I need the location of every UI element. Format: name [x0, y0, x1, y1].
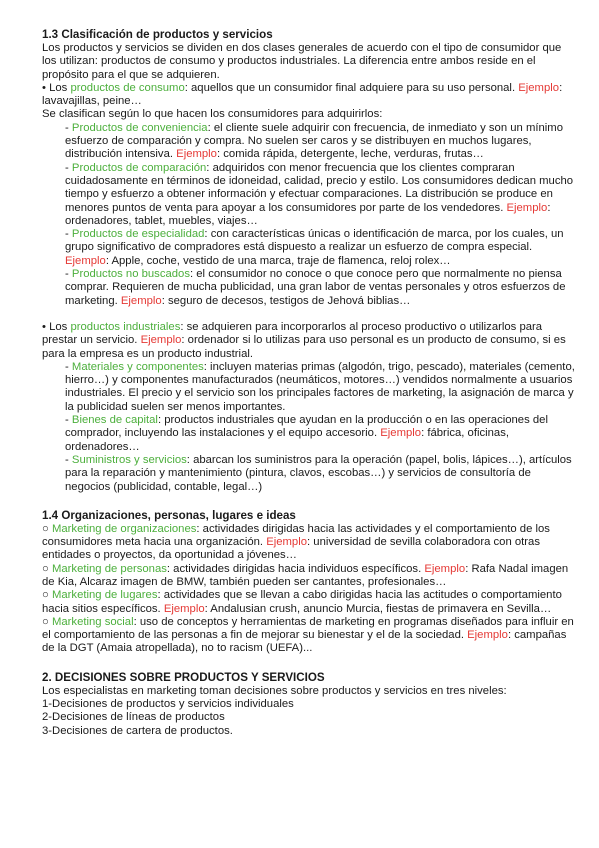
text: : abarcan los suministros para la operación (papel, bolis, lápices…), artículos para la reparación y mantenimiento (pintura, clavos, escobas…) y servicios de consultoría de negocios (publicidad, contable, legal…): [65, 453, 572, 493]
circle-bullet-icon: ○: [42, 562, 52, 575]
example-label: Ejemplo: [120, 294, 162, 307]
example-text: : universidad de sevilla colaboradora con otras entidades o proyectos, da oportunidad a jóvenes…: [42, 536, 540, 562]
text: : adquiridos con menor frecuencia que los clientes compraran cuidadosamente en términos de idoneidad, calidad, precio y estilo. Los consumidores dedican mucho tiempo y esfuerzo a obtener información y efectuar comparaciones. La distribución se produce en menores puntos de venta para apoyar a los consumidores por parte de los vendedores.: [65, 161, 574, 214]
example-label: Ejemplo: [140, 334, 182, 347]
consumo-list: [65, 122, 575, 308]
list-item: [42, 589, 575, 616]
text: : se adquieren para incorporarlos al proceso productivo o utilizarlos para prestar un servicio.: [42, 320, 543, 347]
text: : con características únicas o identificación de marca, por los cuales, un grupo significativo de compradores está dispuesto a realizar un esfuerzo de compra especial.: [65, 228, 564, 254]
text: : actividades dirigidas hacia individuos específicos.: [166, 562, 425, 575]
term-industriales: productos industriales: [70, 320, 181, 333]
spacer: [42, 494, 575, 509]
term: Marketing de personas: [51, 562, 167, 575]
text: : productos industriales que ayudan en la producción o en las operaciones del comprador, incluyendo las instalaciones y el equipo accesorio.: [65, 414, 548, 440]
list-item: [65, 162, 575, 228]
section-title-2: 2. DECISIONES SOBRE PRODUCTOS Y SERVICIOS: [42, 670, 325, 684]
text: : incluyen materias primas (algodón, trigo, pescado), materiales (cemento, hierro…) y componentes manufacturados (neumáticos, motores…) vendidos normalmente a usuarios industriales. El precio y el servicio son los principales factores de marketing, la asignación de marca y la publicidad suelen ser menos importantes.: [65, 360, 575, 413]
consumo-paragraph: [42, 82, 575, 109]
term: Suministros y servicios: [71, 453, 187, 466]
example-label: Ejemplo: [65, 254, 106, 267]
list-item: [42, 523, 575, 563]
example-text: : campañas de la DGT (Amaia atropellada), no to racism (UEFA)...: [42, 629, 567, 655]
example-label: Ejemplo: [266, 536, 308, 549]
circle-bullet-icon: ○: [42, 522, 52, 535]
list-item: [42, 616, 575, 656]
term: Bienes de capital: [71, 414, 158, 427]
clasifican-line: Se clasifican según lo que hacen los consumidores para adquirirlos:: [42, 108, 383, 121]
text: : uso de conceptos y herramientas de marketing en programas diseñados para influir en el comportamiento de las personas a fin de mejorar su bienestar y el de la sociedad.: [42, 615, 574, 642]
dash: -: [65, 453, 72, 466]
industriales-paragraph: [42, 321, 575, 361]
example-text: : fábrica, oficinas, ordenadores…: [65, 427, 509, 453]
list-item: [65, 454, 575, 494]
example-label: Ejemplo: [163, 602, 205, 615]
section-title-1-3: 1.3 Clasificación de productos y servicios: [42, 28, 273, 41]
list-item: [65, 361, 575, 414]
circle-bullet-icon: ○: [42, 615, 52, 628]
example-label: Ejemplo: [380, 427, 422, 440]
level-item: 1-Decisiones de productos y servicios individuales: [42, 698, 294, 711]
example-text: : ordenador si lo utilizas para uso personal es un producto de consumo, si es para la empresa es un producto industrial.: [42, 334, 566, 360]
term: Productos de conveniencia: [71, 121, 208, 134]
example-text: : ordenadores, tablet, muebles, viajes…: [65, 201, 551, 227]
industriales-list: [65, 361, 575, 494]
example-label: Ejemplo: [176, 148, 217, 161]
intro-paragraph: Los productos y servicios se dividen en dos clases generales de acuerdo con el tipo de consumidor que los utilizan: productos de consumo y productos industriales. La diferencia entre ambos reside en el propósito para el que se adquieren.: [42, 42, 562, 81]
example-label: Ejemplo: [424, 562, 466, 575]
list-item: [42, 563, 575, 590]
example-text: : Apple, coche, vestido de una marca, traje de flamenca, reloj rolex…: [105, 254, 451, 267]
term: Productos de especialidad: [71, 228, 205, 241]
dash: -: [65, 121, 72, 134]
marketing-list: [42, 523, 575, 656]
term: Marketing de organizaciones: [51, 522, 197, 535]
term: Marketing social: [51, 615, 134, 628]
list-item: [65, 228, 575, 268]
example-text: : Rafa Nadal imagen de Kia, Alcaraz imagen de BMW, también pueden ser cantantes, profesionales…: [42, 562, 569, 588]
dash: -: [65, 228, 72, 241]
list-item: [65, 268, 575, 308]
bullet: • Los: [42, 320, 71, 333]
term: Materiales y componentes: [71, 360, 204, 373]
dash: -: [65, 268, 72, 281]
text: : actividades dirigidas hacia las actividades y el comportamiento de los consumidores meta hacia una organización.: [42, 522, 550, 549]
example-label: Ejemplo: [518, 81, 560, 94]
spacer: [42, 308, 575, 321]
example-text: : Andalusian crush, anuncio Murcia, fiestas de primavera en Sevilla…: [204, 602, 552, 615]
level-item: 2-Decisiones de líneas de productos: [42, 711, 225, 724]
list-item: [65, 414, 575, 454]
dash: -: [65, 360, 72, 373]
list-item: [65, 122, 575, 162]
term-consumo: productos de consumo: [70, 81, 185, 94]
bullet: • Los: [42, 81, 71, 94]
dash: -: [65, 414, 72, 427]
term: Marketing de lugares: [51, 589, 158, 602]
term: Productos no buscados: [71, 268, 190, 281]
spacer: [42, 656, 575, 671]
example-text: : lavavajillas, peine…: [42, 81, 563, 108]
decisiones-intro: Los especialistas en marketing toman decisiones sobre productos y servicios en tres niveles:: [42, 684, 507, 697]
example-text: : seguro de decesos, testigos de Jehová biblias…: [161, 294, 411, 307]
dash: -: [65, 161, 72, 174]
text: : aquellos que un consumidor final adquiere para su uso personal.: [184, 81, 519, 94]
level-item: 3-Decisiones de cartera de productos.: [42, 724, 233, 737]
example-label: Ejemplo: [506, 201, 548, 214]
text: : el consumidor no conoce o que conoce pero que normalmente no piensa comprar. Requieren de mucha publicidad, una gran labor de ventas personales y otros esfuerzos de marketing.: [65, 268, 566, 307]
text: : el cliente suele adquirir con frecuencia, de inmediato y son un mínimo esfuerzo de comparación y compra. No suelen ser caros y se distribuyen en muchos lugares, distribución intensiva.: [65, 121, 563, 161]
example-text: : comida rápida, detergente, leche, verduras, frutas…: [216, 148, 484, 161]
text: : actividades que se llevan a cabo dirigidas hacia las actitudes o comportamiento hacia sitios específicos.: [42, 589, 562, 615]
term: Productos de comparación: [71, 161, 207, 174]
section-title-1-4: 1.4 Organizaciones, personas, lugares e ideas: [42, 508, 296, 522]
circle-bullet-icon: ○: [42, 589, 52, 602]
example-label: Ejemplo: [467, 629, 508, 642]
